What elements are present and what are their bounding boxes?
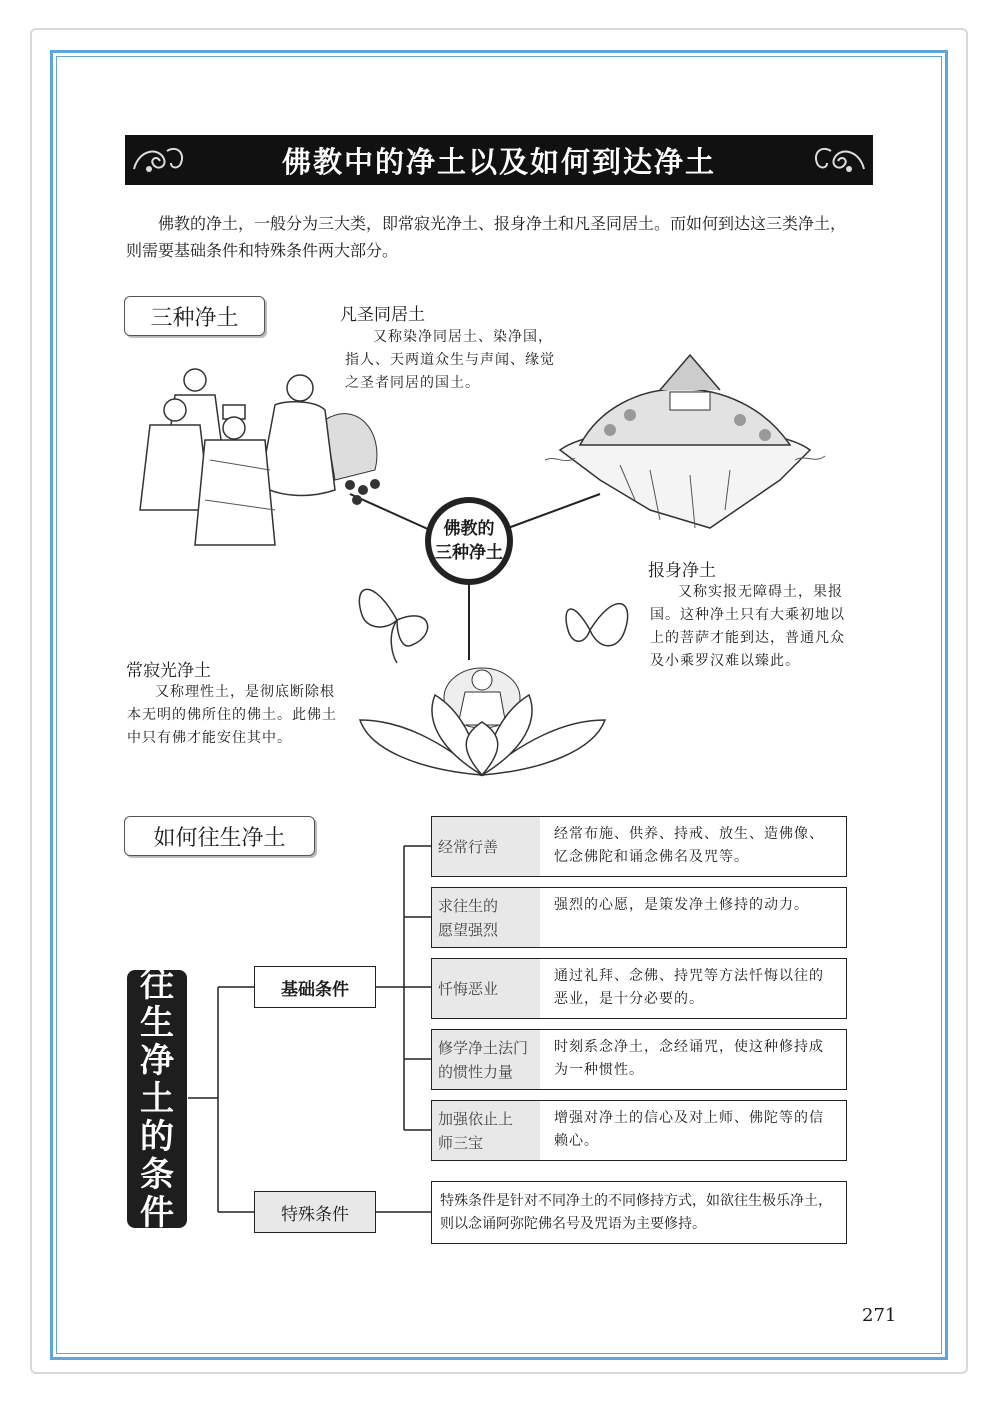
basic-condition-desc: 时刻系念净土，念经诵咒，使这种修持成为一种惯性。 xyxy=(554,1039,824,1078)
section-label-how-to-reach: 如何往生净土 xyxy=(124,816,315,856)
page-title: 佛教中的净土以及如何到达净土 xyxy=(281,144,716,179)
basic-condition-desc: 强烈的心愿，是策发净土修持的动力。 xyxy=(554,897,809,913)
basic-condition-row xyxy=(431,1029,847,1090)
land-desc-fansheng: 又称染净同居土、染净国，指人、天两道众生与声闻、缘觉之圣者同居的国土。 xyxy=(345,329,555,391)
vertical-title-char: 净 xyxy=(140,1041,174,1081)
conditions-vertical-title xyxy=(127,965,187,1233)
basic-condition-desc: 增强对净土的信心及对上师、佛陀等的信赖心。 xyxy=(554,1110,824,1149)
vertical-title-char: 件 xyxy=(140,1193,174,1233)
basic-conditions-box: 基础条件 xyxy=(254,966,376,1008)
land-desc-changjiguang: 又称理性土，是彻底断除根本无明的佛所住的佛土。此佛土中只有佛才能安住其中。 xyxy=(127,684,337,746)
special-condition-desc: 特殊条件是针对不同净土的不同修持方式，如欲往生极乐净土，则以念诵阿弥陀佛名号及咒语为主要修持。 xyxy=(431,1181,847,1244)
basic-condition-row xyxy=(431,887,847,948)
special-conditions-box: 特殊条件 xyxy=(254,1191,376,1233)
condition-name-line: 修学净土法门 xyxy=(438,1038,529,1057)
vertical-title-char: 土 xyxy=(140,1079,174,1119)
intro-paragraph: 佛教的净土，一般分为三大类，即常寂光净土、报身净土和凡圣同居土。而如何到达这三类净土，则需要基础条件和特殊条件两大部分。 xyxy=(126,214,847,260)
basic-condition-name xyxy=(432,1030,540,1089)
condition-name-line: 师三宝 xyxy=(438,1133,484,1152)
basic-condition-name xyxy=(432,888,540,947)
condition-name-line: 愿望强烈 xyxy=(438,920,499,939)
land-desc-baoshen: 又称实报无障碍土，果报国。这种净土只有大乘初地以上的菩萨才能到达，普通凡众及小乘罗汉难以臻此。 xyxy=(650,584,845,669)
basic-condition-name xyxy=(432,817,540,876)
vertical-title-char: 往 xyxy=(140,965,174,1005)
basic-condition-name xyxy=(432,1101,540,1160)
land-name-baoshen: 报身净土 xyxy=(648,561,716,581)
basic-condition-desc: 经常布施、供养、持戒、放生、造佛像、忆念佛陀和诵念佛名及咒等。 xyxy=(554,826,824,865)
center-text-line1: 佛教的 xyxy=(443,519,495,539)
condition-name-line: 加强依止上 xyxy=(438,1109,514,1128)
section-label-three-lands: 三种净土 xyxy=(124,296,265,336)
condition-name-line: 的惯性力量 xyxy=(438,1062,514,1081)
land-name-changjiguang: 常寂光净土 xyxy=(126,661,211,681)
land-name-fansheng: 凡圣同居土 xyxy=(340,305,425,325)
vertical-title-char: 的 xyxy=(140,1117,174,1157)
condition-name-line: 经常行善 xyxy=(438,837,499,856)
basic-condition-name xyxy=(432,959,540,1018)
center-text-line2: 三种净土 xyxy=(435,543,503,563)
page-number: 271 xyxy=(862,1305,897,1326)
vertical-title-char: 条 xyxy=(140,1155,174,1195)
basic-condition-row xyxy=(431,958,847,1019)
condition-name-line: 求往生的 xyxy=(438,896,499,915)
basic-condition-row xyxy=(431,1100,847,1161)
vertical-title-char: 生 xyxy=(140,1003,174,1043)
basic-condition-row xyxy=(431,816,847,877)
condition-name-line: 忏悔恶业 xyxy=(438,979,499,998)
basic-condition-desc: 通过礼拜、念佛、持咒等方法忏悔以往的恶业，是十分必要的。 xyxy=(554,968,824,1007)
